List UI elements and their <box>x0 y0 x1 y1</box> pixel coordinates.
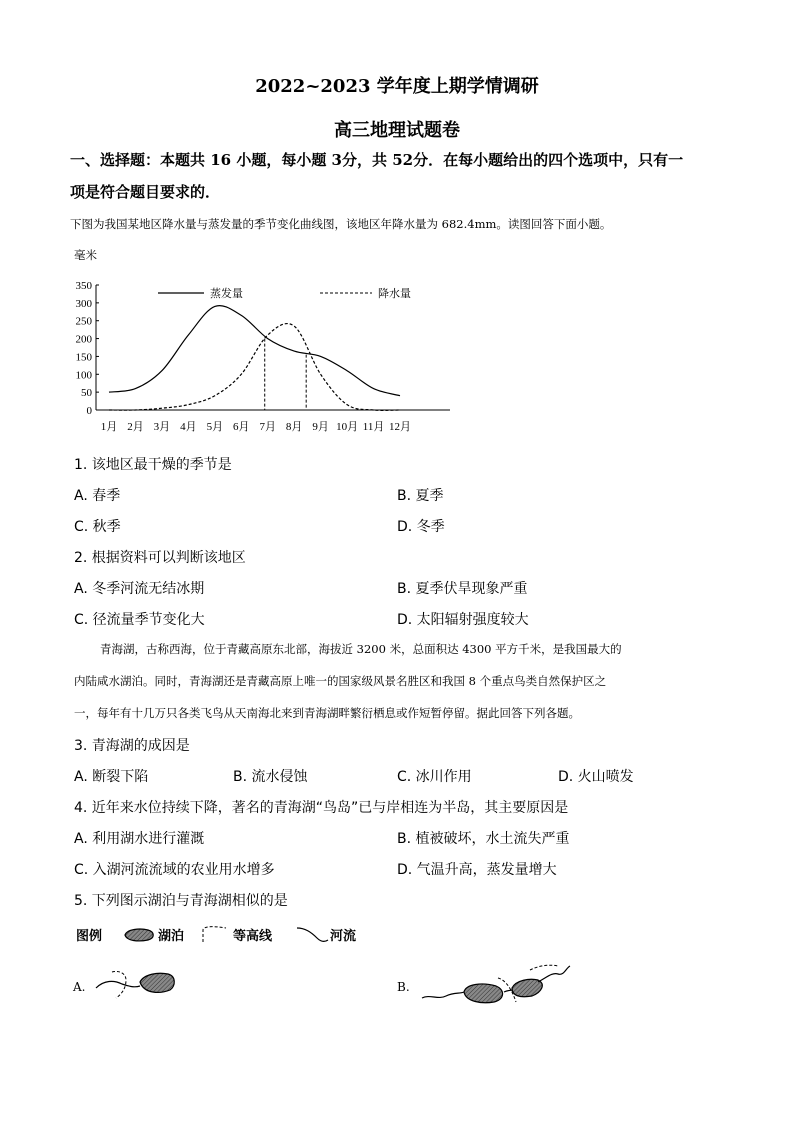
chart-axes <box>96 285 450 410</box>
x-tick-label: 11月 <box>362 421 385 433</box>
figure-a-lake-map <box>94 966 184 1006</box>
y-tick-label: 100 <box>75 369 92 382</box>
x-tick-label: 6月 <box>233 421 250 433</box>
q3-option-d[interactable]: D. 火山喷发 <box>558 769 634 785</box>
y-tick-label: 200 <box>75 333 92 346</box>
legend-river-label: 河流 <box>330 929 357 944</box>
lake-icon <box>122 926 156 944</box>
section-heading-line1: 一、选择题：本题共 16 小题，每小题 3分，共 52分．在每小题给出的四个选项中，只有一 <box>70 151 684 169</box>
y-tick-label: 50 <box>81 387 92 400</box>
figure-b-river <box>422 992 464 998</box>
q4-option-c[interactable]: C. 入湖河流流域的农业用水增多 <box>74 862 275 878</box>
question-5-stem: 5. 下列图示湖泊与青海湖相似的是 <box>74 893 288 909</box>
figure-b-lake-2 <box>512 979 542 996</box>
x-tick-label: 12月 <box>389 421 411 433</box>
legend-precipitation-label: 降水量 <box>378 288 411 300</box>
q4-option-b[interactable]: B. 植被破坏，水土流失严重 <box>397 831 570 847</box>
figure-a-label: A. <box>73 980 86 994</box>
chart-ylabel: 毫米 <box>74 248 97 262</box>
question-4-stem: 4. 近年来水位持续下降，著名的青海湖“鸟岛”已与岸相连为半岛，其主要原因是 <box>74 800 569 816</box>
q3-option-b[interactable]: B. 流水侵蚀 <box>233 769 308 785</box>
q1-option-b[interactable]: B. 夏季 <box>397 488 444 504</box>
chart-y-ticks <box>76 280 100 417</box>
figure-b-lake-1 <box>464 984 503 1003</box>
legend-title: 图例 <box>76 929 103 944</box>
legend-contour-label: 等高线 <box>233 929 273 944</box>
q2-option-b[interactable]: B. 夏季伏旱现象严重 <box>397 581 528 597</box>
y-tick-label: 0 <box>86 405 92 417</box>
question-2-stem: 2. 根据资料可以判断该地区 <box>74 550 246 566</box>
question-1-stem: 1. 该地区最干燥的季节是 <box>74 457 232 473</box>
contour-icon <box>200 924 230 944</box>
q1-option-c[interactable]: C. 秋季 <box>74 519 121 535</box>
figure-b-river-up <box>538 966 570 982</box>
x-tick-label: 7月 <box>259 421 276 433</box>
x-tick-label: 2月 <box>127 421 144 433</box>
x-tick-label: 9月 <box>312 421 329 433</box>
q3-option-c[interactable]: C. 冰川作用 <box>397 769 472 785</box>
q2-option-a[interactable]: A. 冬季河流无结冰期 <box>74 581 205 597</box>
q4-option-a[interactable]: A. 利用湖水进行灌溉 <box>74 831 205 847</box>
precip-evap-chart <box>62 272 462 447</box>
q1-option-a[interactable]: A. 春季 <box>74 488 121 504</box>
chart-legend <box>158 286 411 300</box>
figure-b-label: B. <box>397 980 410 994</box>
x-tick-label: 1月 <box>100 421 118 433</box>
x-tick-label: 5月 <box>206 421 224 433</box>
legend-lake-label: 湖泊 <box>158 929 185 944</box>
q2-option-d[interactable]: D. 太阳辐射强度较大 <box>397 612 529 628</box>
q1-option-d[interactable]: D. 冬季 <box>397 519 445 535</box>
x-tick-label: 8月 <box>285 421 303 433</box>
figure-b-lake-map <box>420 962 580 1008</box>
x-tick-label: 4月 <box>180 421 197 433</box>
passage-line-3: 一，每年有十几万只各类飞鸟从天南海北来到青海湖畔繁衍栖息或作短暂停留。据此回答下列各题。 <box>74 706 580 720</box>
x-tick-label: 3月 <box>153 421 171 433</box>
page-title: 2022~2023 学年度上期学情调研 <box>255 76 539 97</box>
question-3-stem: 3. 青海湖的成因是 <box>74 738 190 754</box>
intro-text: 下图为我国某地区降水量与蒸发量的季节变化曲线图，该地区年降水量为 682.4mm。读图回答下面小题。 <box>70 217 612 231</box>
chart-x-ticks <box>101 420 411 433</box>
figure-a-river <box>96 981 140 988</box>
y-tick-label: 300 <box>75 297 92 310</box>
x-tick-label: 10月 <box>336 421 359 433</box>
section-heading-line2: 项是符合题目要求的． <box>70 183 221 201</box>
passage-line-2: 内陆咸水湖泊。同时，青海湖还是青藏高原上唯一的国家级风景名胜区和我国 8 个重点鸟类自然保护区之 <box>74 674 607 688</box>
q2-option-c[interactable]: C. 径流量季节变化大 <box>74 612 205 628</box>
series-line-evaporation <box>109 306 400 396</box>
y-tick-label: 250 <box>75 315 92 328</box>
legend-evaporation-label: 蒸发量 <box>210 288 243 300</box>
chart-series <box>109 306 400 411</box>
figure-b-contour-2 <box>530 965 558 970</box>
q4-option-d[interactable]: D. 气温升高，蒸发量增大 <box>397 862 557 878</box>
y-tick-label: 350 <box>75 280 92 292</box>
passage-line-1: 青海湖，古称西海，位于青藏高原东北部，海拔近 3200 米，总面积达 4300 平方千米，是我国最大的 <box>100 642 622 656</box>
figure-a-lake <box>140 973 174 992</box>
series-line-precipitation <box>109 324 400 411</box>
y-tick-label: 150 <box>75 351 92 364</box>
river-icon <box>295 924 329 944</box>
page-subtitle: 高三地理试题卷 <box>334 120 460 141</box>
q3-option-a[interactable]: A. 断裂下陷 <box>74 769 149 785</box>
